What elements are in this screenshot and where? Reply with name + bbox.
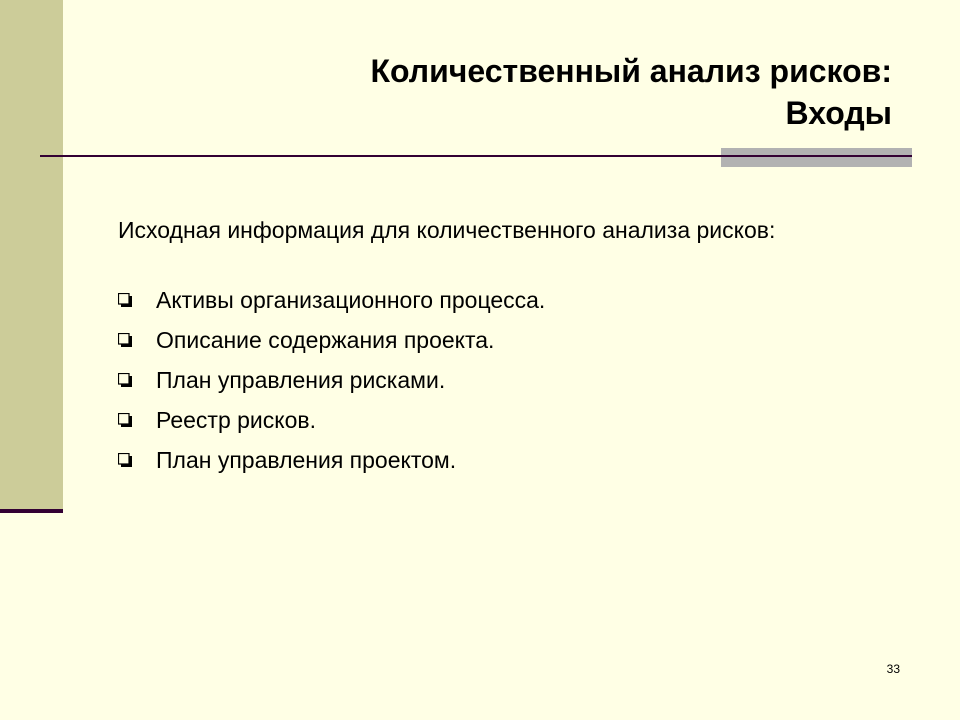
slide-title-line2: Входы [785, 95, 892, 131]
list-item [118, 440, 545, 480]
bullet-text: План управления проектом. [156, 446, 457, 473]
checkbox-icon [118, 373, 132, 387]
list-item [118, 320, 545, 360]
intro-text: Исходная информация для количественного анализа рисков: [118, 217, 776, 243]
bullet-text: Реестр рисков. [156, 406, 316, 433]
checkbox-icon [118, 453, 132, 467]
slide-title [192, 50, 892, 134]
title-divider-accent [721, 148, 912, 167]
checkbox-icon [118, 333, 132, 347]
bullet-text: План управления рисками. [156, 366, 446, 393]
list-item [118, 400, 545, 440]
left-band-rule [0, 509, 63, 513]
checkbox-icon [118, 413, 132, 427]
list-item [118, 360, 545, 400]
slide-title-line1: Количественный анализ рисков: [370, 53, 892, 89]
page-number: 33 [886, 662, 900, 676]
bullet-text: Активы организационного процесса. [156, 286, 546, 313]
list-item [118, 280, 545, 320]
left-decorative-band [0, 0, 63, 510]
bullet-text: Описание содержания проекта. [156, 326, 495, 353]
checkbox-icon [118, 293, 132, 307]
bullet-list [118, 280, 545, 480]
title-divider-accent-line [721, 155, 912, 157]
